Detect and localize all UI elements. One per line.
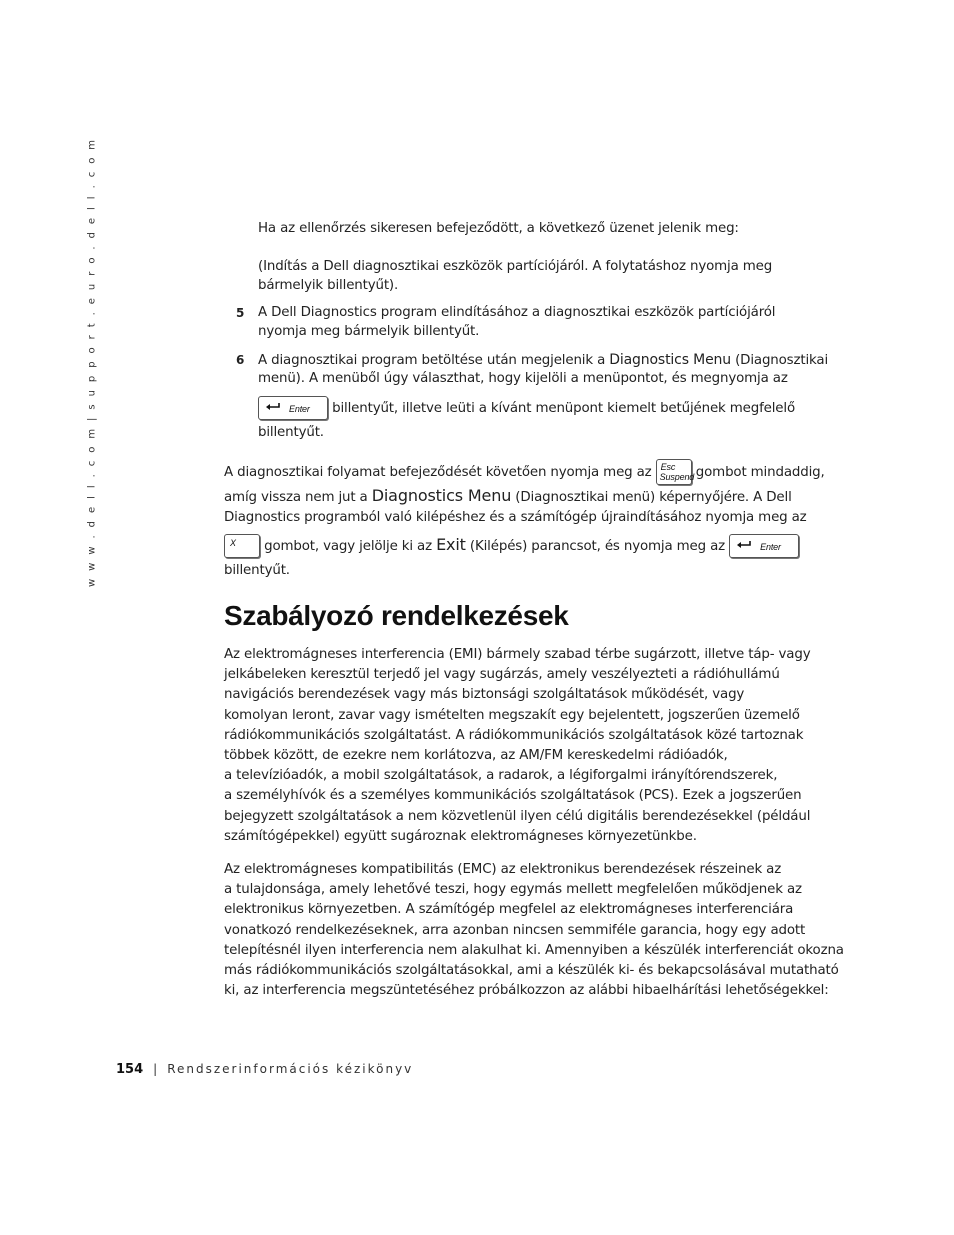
paragraph-line: más rádiókommunikációs szolgáltatásokkal, ami a készülék ki- és bekapcsolásával mutatható — [224, 963, 839, 979]
intro-paragraph: Ha az ellenőrzés sikeresen befejeződött, a következő üzenet jelenik meg: — [258, 221, 739, 236]
enter-arrow-icon — [736, 540, 752, 550]
message-line-2: bármelyik billentyűt). — [258, 278, 399, 293]
step-6-text-c: billentyűt, illetve leüti a kívánt menüpont kiemelt betűjének megfelelő — [328, 401, 796, 416]
enter-key-label: Enter — [760, 542, 781, 552]
x-key — [224, 534, 260, 558]
message-line-1: (Indítás a Dell diagnosztikai eszközök partíciójáról. A folytatáshoz nyomja meg — [258, 259, 773, 274]
page-number: 154 — [116, 1062, 144, 1077]
step-5-line-1: A Dell Diagnostics program elindításához a diagnosztikai eszközök partíciójáról — [258, 305, 776, 320]
step-6-line-4: billentyűt. — [258, 425, 324, 440]
step-number: 6 — [236, 353, 245, 367]
after-line-4 — [224, 534, 799, 558]
paragraph-line: a személyhívók és a személyes kommunikációs szolgáltatások (PCS). Ezek a jogszerűen — [224, 788, 802, 804]
paragraph-line: ki, az interferencia megszüntetéséhez próbálkozzon az alábbi hibaelhárítási lehetőségekkel: — [224, 983, 829, 999]
diagnostics-menu-term: Diagnostics Menu — [609, 352, 731, 368]
esc-key-label: Esc — [660, 462, 676, 472]
after-text-b: gombot mindaddig, — [691, 465, 825, 480]
document-title: Rendszerinformációs kézikönyv — [167, 1062, 414, 1076]
step-6-text-b: (Diagnosztikai — [730, 353, 829, 368]
paragraph-line: Az elektromágneses kompatibilitás (EMC) az elektronikus berendezések részeinek az — [224, 862, 782, 877]
paragraph-line: Az elektromágneses interferencia (EMI) bármely szabad térbe sugárzott, illetve táp- vagy — [224, 647, 811, 662]
paragraph-line: a televízióadók, a mobil szolgáltatások, a radarok, a légiforgalmi irányítórendszerek, — [224, 768, 778, 784]
diagnostics-menu-term: Diagnostics Menu — [371, 486, 512, 505]
page-footer — [116, 1062, 413, 1077]
paragraph-line: rádiókommunikációs szolgáltatást. A rádiókommunikációs szolgáltatások közé tartoznak — [224, 727, 804, 743]
step-number: 5 — [236, 306, 245, 320]
enter-key — [258, 396, 328, 420]
section-heading: Szabályozó rendelkezések — [224, 600, 569, 631]
after-line-2 — [224, 486, 792, 508]
after-line-5: billentyűt. — [224, 563, 290, 578]
footer-separator: | — [153, 1062, 158, 1076]
after-line-1 — [224, 459, 825, 485]
after-text-f: (Kilépés) parancsot, és nyomja meg az — [465, 539, 730, 554]
enter-arrow-icon — [265, 402, 281, 412]
after-line-3: Diagnostics programból való kilépéshez és a számítógép újraindításához nyomja meg az — [224, 510, 807, 525]
exit-term: Exit — [436, 535, 466, 554]
after-text-c: amíg vissza nem jut a — [224, 490, 372, 505]
enter-key — [729, 534, 799, 558]
after-text-d: (Diagnosztikai menü) képernyőjére. A Dell — [511, 490, 792, 505]
after-text-a: A diagnosztikai folyamat befejeződését követően nyomja meg az — [224, 465, 656, 480]
paragraph-line: számítógépekkel) együtt sugároznak elektromágneses környezetünkbe. — [224, 828, 697, 844]
esc-key — [656, 459, 695, 485]
paragraph-line: elektronikus környezetben. A számítógép megfelel az elektromágneses interferenciára — [224, 902, 794, 918]
step-6-text-a: A diagnosztikai program betöltése után megjelenik a — [258, 353, 610, 368]
paragraph-line: navigációs berendezések vagy más biztonsági szolgáltatások működését, vagy — [224, 687, 745, 703]
emc-paragraph — [224, 860, 844, 1001]
emi-paragraph — [224, 645, 810, 847]
paragraph-line: komolyan leront, zavar vagy ismételten megszakít egy bejelentett, jogszerűen üzemelő — [224, 707, 800, 723]
step-6-line-2: menü). A menüből úgy választhat, hogy kijelöli a menüpontot, és megnyomja az — [258, 371, 788, 386]
enter-key-label: Enter — [289, 404, 310, 414]
sidebar-url: w w w . d e l l . c o m | s u p p o r t . e u r o . d e l l . c o m — [86, 137, 98, 587]
paragraph-line: vonatkozó rendelkezéseknek, arra azonban nincsen semmiféle garancia, hogy egy adott — [224, 922, 806, 938]
step-5-line-2: nyomja meg bármelyik billentyűt. — [258, 324, 480, 339]
step-6-line-3 — [258, 396, 795, 420]
x-key-label: X — [230, 538, 236, 548]
paragraph-line: bejegyzett szolgáltatások a nem közvetlenül ilyen célú digitális berendezésekkel (például — [224, 808, 811, 824]
paragraph-line: többek között, de ezekre nem korlátozva, az AM/FM kereskedelmi rádióadók, — [224, 748, 728, 764]
suspend-key-label: Suspend — [659, 472, 695, 482]
paragraph-line: telepítésnél ilyen interferencia nem alakulhat ki. Amennyiben a készülék interferenciát okozna — [224, 942, 844, 958]
paragraph-line: a tulajdonsága, amely lehetővé teszi, hogy egymás mellett megfelelően működjenek az — [224, 882, 802, 898]
after-text-e: gombot, vagy jelölje ki az — [260, 539, 437, 554]
paragraph-line: jelkábeleken keresztül terjedő jel vagy sugárzás, amely veszélyezteti a rádióhullámú — [224, 667, 780, 683]
